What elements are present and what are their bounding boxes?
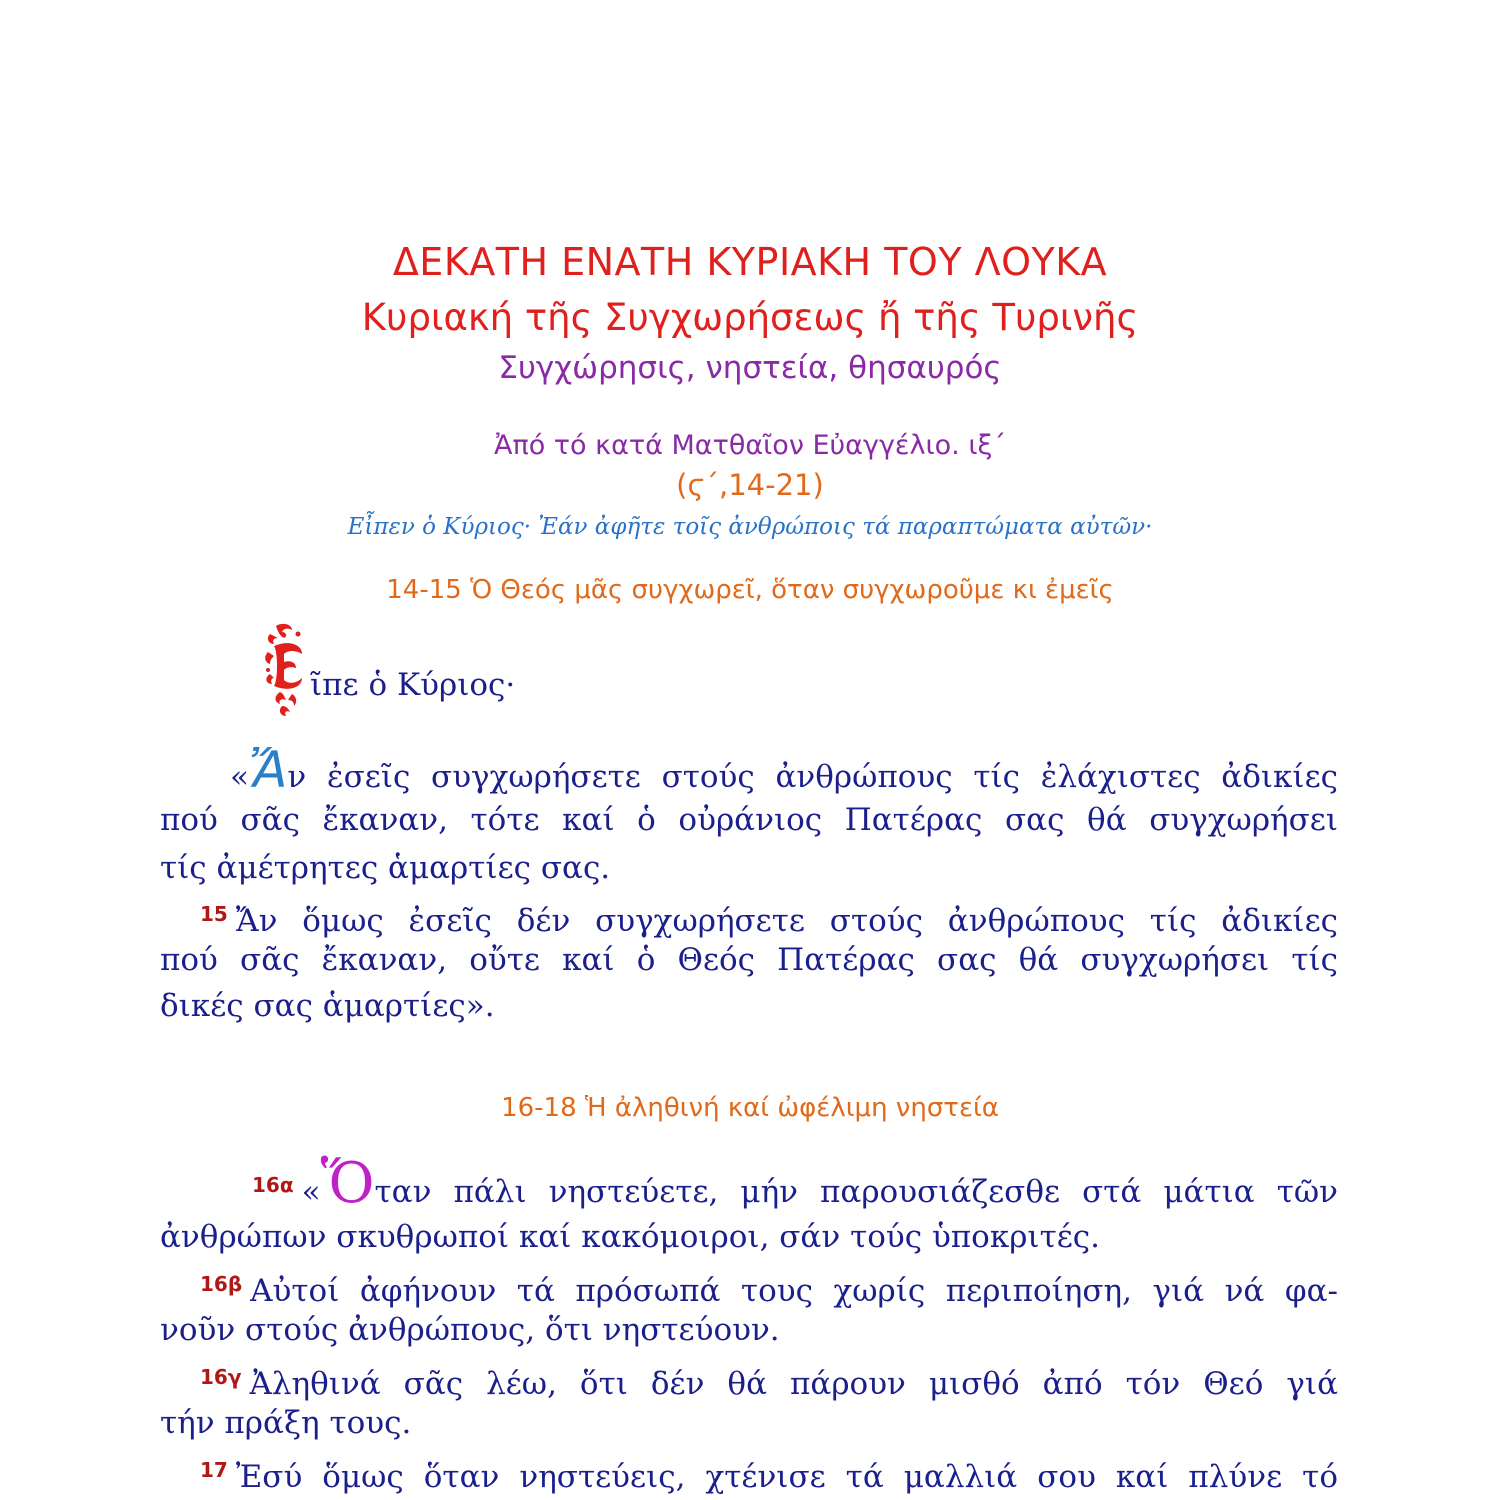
- reading-intro: Εἶπεν ὁ Κύριος· Ἐάν ἀφῆτε τοῖς ἀνθρώποις τά παραπτώματα αὐτῶν·: [347, 514, 1153, 540]
- verse-number: 16γ: [200, 1365, 242, 1389]
- verse-15-line-1: [200, 894, 1338, 939]
- reading-reference: (ϛ΄,14-21): [676, 468, 824, 502]
- verse-text: Ἄν ὅμως ἐσεῖς δέν συγχωρήσετε στούς ἀνθρώπους τίς ἀδικίες: [235, 903, 1338, 939]
- initial-letter: Ὅ: [320, 1151, 375, 1216]
- verse-text: Αὐτοί ἀφήνουν τά πρόσωπά τους χωρίς περιποίηση, γιά νά φα-: [250, 1273, 1338, 1309]
- reading-source: Ἀπό τό κατά Ματθαῖον Εὐαγγέλιο. ιξ΄: [493, 430, 1007, 461]
- verse-text: ν ἐσεῖς συγχωρήσετε στούς ἀνθρώπους τίς ἐλάχιστες ἀδικίες: [287, 759, 1338, 795]
- verse-text: Ἐσύ ὅμως ὅταν νηστεύεις, χτένισε τά μαλλιά σου καί πλύνε τό: [235, 1459, 1338, 1495]
- verse-number: 15: [200, 902, 228, 926]
- verse-16c-line-1: [200, 1357, 1338, 1402]
- verse-16a-line-2: ἀνθρώπων σκυθρωποί καί κακόμοιροι, σάν τούς ὑποκριτές.: [160, 1219, 1101, 1255]
- verse-text: Ἀληθινά σᾶς λέω, ὅτι δέν θά πάρουν μισθό ἀπό τόν Θεό γιά: [249, 1366, 1338, 1402]
- verse-16b-line-1: [200, 1264, 1338, 1309]
- initial-letter: Ἄ: [248, 741, 288, 799]
- section-heading-14-15: 14-15 Ὁ Θεός μᾶς συγχωρεῖ, ὅταν συγχωροῦμε κι ἐμεῖς: [386, 575, 1114, 605]
- verse-14-line-2: πού σᾶς ἔκαναν, τότε καί ὁ οὐράνιος Πατέρας σας θά συγχωρήσει: [160, 802, 1338, 838]
- page-title: ΔΕΚΑΤΗ ΕΝΑΤΗ ΚΥΡΙΑΚΗ ΤΟΥ ΛΟΥΚΑ: [392, 240, 1108, 284]
- verse-number: 17: [200, 1458, 228, 1482]
- opening-words: ῖπε ὁ Κύριος·: [310, 667, 516, 703]
- verse-16b-line-2: νοῦν στούς ἀνθρώπους, ὅτι νηστεύουν.: [160, 1312, 780, 1348]
- verse-16a-line-1: [252, 1151, 1338, 1216]
- verse-14-line-3: τίς ἀμέτρητες ἁμαρτίες σας.: [160, 850, 611, 886]
- ornamental-initial-epsilon-icon: [262, 622, 310, 718]
- verse-number: 16β: [200, 1272, 243, 1296]
- verse-14-line-1: [230, 741, 1338, 799]
- page-subtitle: Κυριακή τῆς Συγχωρήσεως ἤ τῆς Τυρινῆς: [361, 296, 1139, 339]
- quote-open: «: [230, 759, 249, 795]
- page-theme: Συγχώρησις, νηστεία, θησαυρός: [498, 350, 1002, 386]
- verse-17-line-1: [200, 1450, 1338, 1495]
- verse-16c-line-2: τήν πράξη τους.: [160, 1405, 412, 1441]
- verse-15-line-2: πού σᾶς ἔκαναν, οὔτε καί ὁ Θεός Πατέρας σας θά συγχωρήσει τίς: [160, 942, 1338, 978]
- verse-number: 16α: [252, 1173, 294, 1197]
- verse-15-line-3: δικές σας ἁμαρτίες».: [160, 988, 495, 1024]
- section-heading-16-18: 16-18 Ἡ ἀληθινή καί ὠφέλιμη νηστεία: [501, 1093, 999, 1123]
- verse-text: ταν πάλι νηστεύετε, μήν παρουσιάζεσθε στά μάτια τῶν: [374, 1174, 1338, 1210]
- quote-open: «: [301, 1174, 321, 1210]
